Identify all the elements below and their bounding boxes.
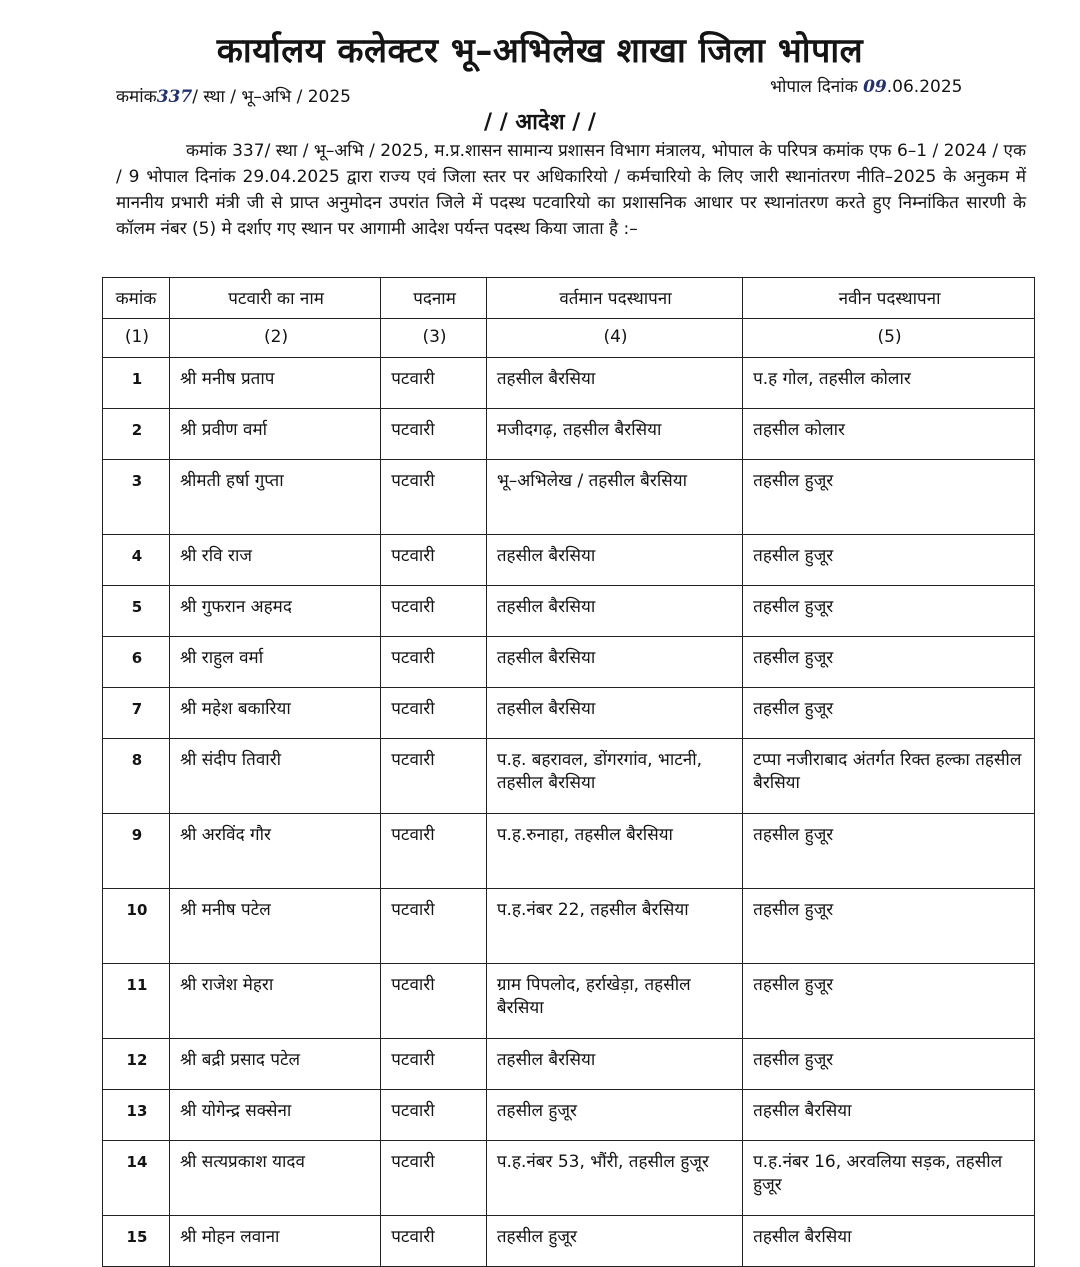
table-row — [103, 535, 1035, 586]
new-posting-cell: तहसील हुजूर — [743, 688, 1035, 739]
name-cell: श्री मोहन लवाना — [169, 1216, 380, 1267]
table-row — [103, 1090, 1035, 1141]
name-cell: श्रीमती हर्षा गुप्ता — [169, 460, 380, 535]
table-row — [103, 1039, 1035, 1090]
serial-cell: 6 — [103, 637, 170, 688]
current-posting-cell: प.ह. बहरावल, डोंगरगांव, भाटनी, तहसील बैरसिया — [486, 739, 742, 814]
serial-cell: 14 — [103, 1141, 170, 1216]
new-posting-cell: प.ह.नंबर 16, अरवलिया सड़क, तहसील हुजूर — [743, 1141, 1035, 1216]
new-posting-cell: तहसील हुजूर — [743, 1039, 1035, 1090]
current-posting-cell: तहसील बैरसिया — [486, 535, 742, 586]
new-posting-cell: तहसील हुजूर — [743, 889, 1035, 964]
current-posting-cell: भू–अभिलेख / तहसील बैरसिया — [486, 460, 742, 535]
current-posting-cell: ग्राम पिपलोद, हर्राखेड़ा, तहसील बैरसिया — [486, 964, 742, 1039]
current-posting-cell: तहसील हुजूर — [486, 1216, 742, 1267]
header-patwari-name: पटवारी का नाम — [169, 278, 380, 319]
serial-cell: 10 — [103, 889, 170, 964]
name-cell: श्री राजेश मेहरा — [169, 964, 380, 1039]
table-row — [103, 637, 1035, 688]
table-row — [103, 889, 1035, 964]
order-paragraph — [116, 138, 1026, 242]
designation-cell: पटवारी — [381, 358, 487, 409]
order-date — [770, 74, 962, 97]
serial-cell: 5 — [103, 586, 170, 637]
serial-cell: 11 — [103, 964, 170, 1039]
table-row — [103, 964, 1035, 1039]
designation-cell: पटवारी — [381, 1039, 487, 1090]
serial-cell: 13 — [103, 1090, 170, 1141]
current-posting-cell: तहसील बैरसिया — [486, 637, 742, 688]
serial-cell: 7 — [103, 688, 170, 739]
serial-cell: 8 — [103, 739, 170, 814]
header-current-posting: वर्तमान पदस्थापना — [486, 278, 742, 319]
current-posting-cell: मजीदगढ़, तहसील बैरसिया — [486, 409, 742, 460]
ref-suffix: / स्था / भू–अभि / 2025 — [192, 87, 351, 107]
name-cell: श्री रवि राज — [169, 535, 380, 586]
designation-cell: पटवारी — [381, 586, 487, 637]
header-designation: पदनाम — [381, 278, 487, 319]
table-row — [103, 688, 1035, 739]
date-rest: .06.2025 — [886, 77, 963, 97]
designation-cell: पटवारी — [381, 739, 487, 814]
designation-cell: पटवारी — [381, 1216, 487, 1267]
serial-cell: 12 — [103, 1039, 170, 1090]
table-row — [103, 358, 1035, 409]
reference-number — [116, 84, 351, 107]
column-number-row — [103, 319, 1035, 358]
current-posting-cell: प.ह.नंबर 53, भौंरी, तहसील हुजूर — [486, 1141, 742, 1216]
table-row — [103, 1216, 1035, 1267]
new-posting-cell: तहसील हुजूर — [743, 535, 1035, 586]
designation-cell: पटवारी — [381, 409, 487, 460]
new-posting-cell: तहसील कोलार — [743, 409, 1035, 460]
new-posting-cell: तहसील हुजूर — [743, 814, 1035, 889]
current-posting-cell: तहसील बैरसिया — [486, 688, 742, 739]
table-row — [103, 814, 1035, 889]
column-number: (3) — [381, 319, 487, 358]
current-posting-cell: तहसील हुजूर — [486, 1090, 742, 1141]
column-number: (1) — [103, 319, 170, 358]
new-posting-cell: प.ह गोल, तहसील कोलार — [743, 358, 1035, 409]
table-row — [103, 409, 1035, 460]
name-cell: श्री महेश बकारिया — [169, 688, 380, 739]
serial-cell: 1 — [103, 358, 170, 409]
transfer-table — [102, 277, 1035, 1267]
current-posting-cell: प.ह.नंबर 22, तहसील बैरसिया — [486, 889, 742, 964]
designation-cell: पटवारी — [381, 460, 487, 535]
current-posting-cell: तहसील बैरसिया — [486, 358, 742, 409]
name-cell: श्री बद्री प्रसाद पटेल — [169, 1039, 380, 1090]
serial-cell: 4 — [103, 535, 170, 586]
date-day-handwritten: 09 — [863, 77, 887, 97]
new-posting-cell: टप्पा नजीराबाद अंतर्गत रिक्त हल्का तहसील बैरसिया — [743, 739, 1035, 814]
name-cell: श्री सत्यप्रकाश यादव — [169, 1141, 380, 1216]
serial-cell: 15 — [103, 1216, 170, 1267]
serial-cell: 9 — [103, 814, 170, 889]
designation-cell: पटवारी — [381, 637, 487, 688]
designation-cell: पटवारी — [381, 964, 487, 1039]
new-posting-cell: तहसील हुजूर — [743, 586, 1035, 637]
serial-cell: 2 — [103, 409, 170, 460]
new-posting-cell: तहसील हुजूर — [743, 964, 1035, 1039]
name-cell: श्री अरविंद गौर — [169, 814, 380, 889]
current-posting-cell: तहसील बैरसिया — [486, 586, 742, 637]
new-posting-cell: तहसील बैरसिया — [743, 1090, 1035, 1141]
order-paragraph-text: कमांक 337/ स्था / भू–अभि / 2025, म.प्र.शासन सामान्य प्रशासन विभाग मंत्रालय, भोपाल के परिपत्र कमांक एफ 6–1 / 2024 / एक / 9 भोपाल दिनांक 29.04.2025 द्वारा राज्य एवं जिला स्तर पर अधिकारियो / कर्मचारियो के लिए जारी स्थानांतरण नीति–2025 के अनुकम में माननीय प्रभारी मंत्री जी से प्राप्त अनुमोदन उपरांत जिले में पदस्थ पटवारियो का प्रशासनिक आधार पर स्थानांतरण करते हुए निम्नांकित सारणी के कॉलम नंबर (5) मे दर्शाए गए स्थान पर आगामी आदेश पर्यन्त पदस्थ किया जाता है :– — [116, 141, 1026, 239]
table-row — [103, 1141, 1035, 1216]
designation-cell: पटवारी — [381, 1090, 487, 1141]
header-new-posting: नवीन पदस्थापना — [743, 278, 1035, 319]
name-cell: श्री योगेन्द्र सक्सेना — [169, 1090, 380, 1141]
designation-cell: पटवारी — [381, 535, 487, 586]
office-title: कार्यालय कलेक्टर भू–अभिलेख शाखा जिला भोपाल — [216, 31, 864, 71]
column-number: (5) — [743, 319, 1035, 358]
name-cell: श्री गुफरान अहमद — [169, 586, 380, 637]
designation-cell: पटवारी — [381, 814, 487, 889]
serial-cell: 3 — [103, 460, 170, 535]
table-row — [103, 460, 1035, 535]
designation-cell: पटवारी — [381, 688, 487, 739]
current-posting-cell: तहसील बैरसिया — [486, 1039, 742, 1090]
designation-cell: पटवारी — [381, 889, 487, 964]
column-number: (4) — [486, 319, 742, 358]
designation-cell: पटवारी — [381, 1141, 487, 1216]
name-cell: श्री मनीष पटेल — [169, 889, 380, 964]
name-cell: श्री मनीष प्रताप — [169, 358, 380, 409]
column-number: (2) — [169, 319, 380, 358]
name-cell: श्री प्रवीण वर्मा — [169, 409, 380, 460]
order-heading: / / आदेश / / — [484, 110, 596, 135]
name-cell: श्री संदीप तिवारी — [169, 739, 380, 814]
table-row — [103, 739, 1035, 814]
table-header-row — [103, 278, 1035, 319]
new-posting-cell: तहसील बैरसिया — [743, 1216, 1035, 1267]
table-row — [103, 586, 1035, 637]
ref-prefix: कमांक — [116, 87, 157, 107]
ref-number-handwritten: 337 — [156, 87, 193, 107]
header-serial: कमांक — [103, 278, 170, 319]
current-posting-cell: प.ह.रुनाहा, तहसील बैरसिया — [486, 814, 742, 889]
name-cell: श्री राहुल वर्मा — [169, 637, 380, 688]
new-posting-cell: तहसील हुजूर — [743, 460, 1035, 535]
new-posting-cell: तहसील हुजूर — [743, 637, 1035, 688]
date-prefix: भोपाल दिनांक — [770, 77, 858, 97]
